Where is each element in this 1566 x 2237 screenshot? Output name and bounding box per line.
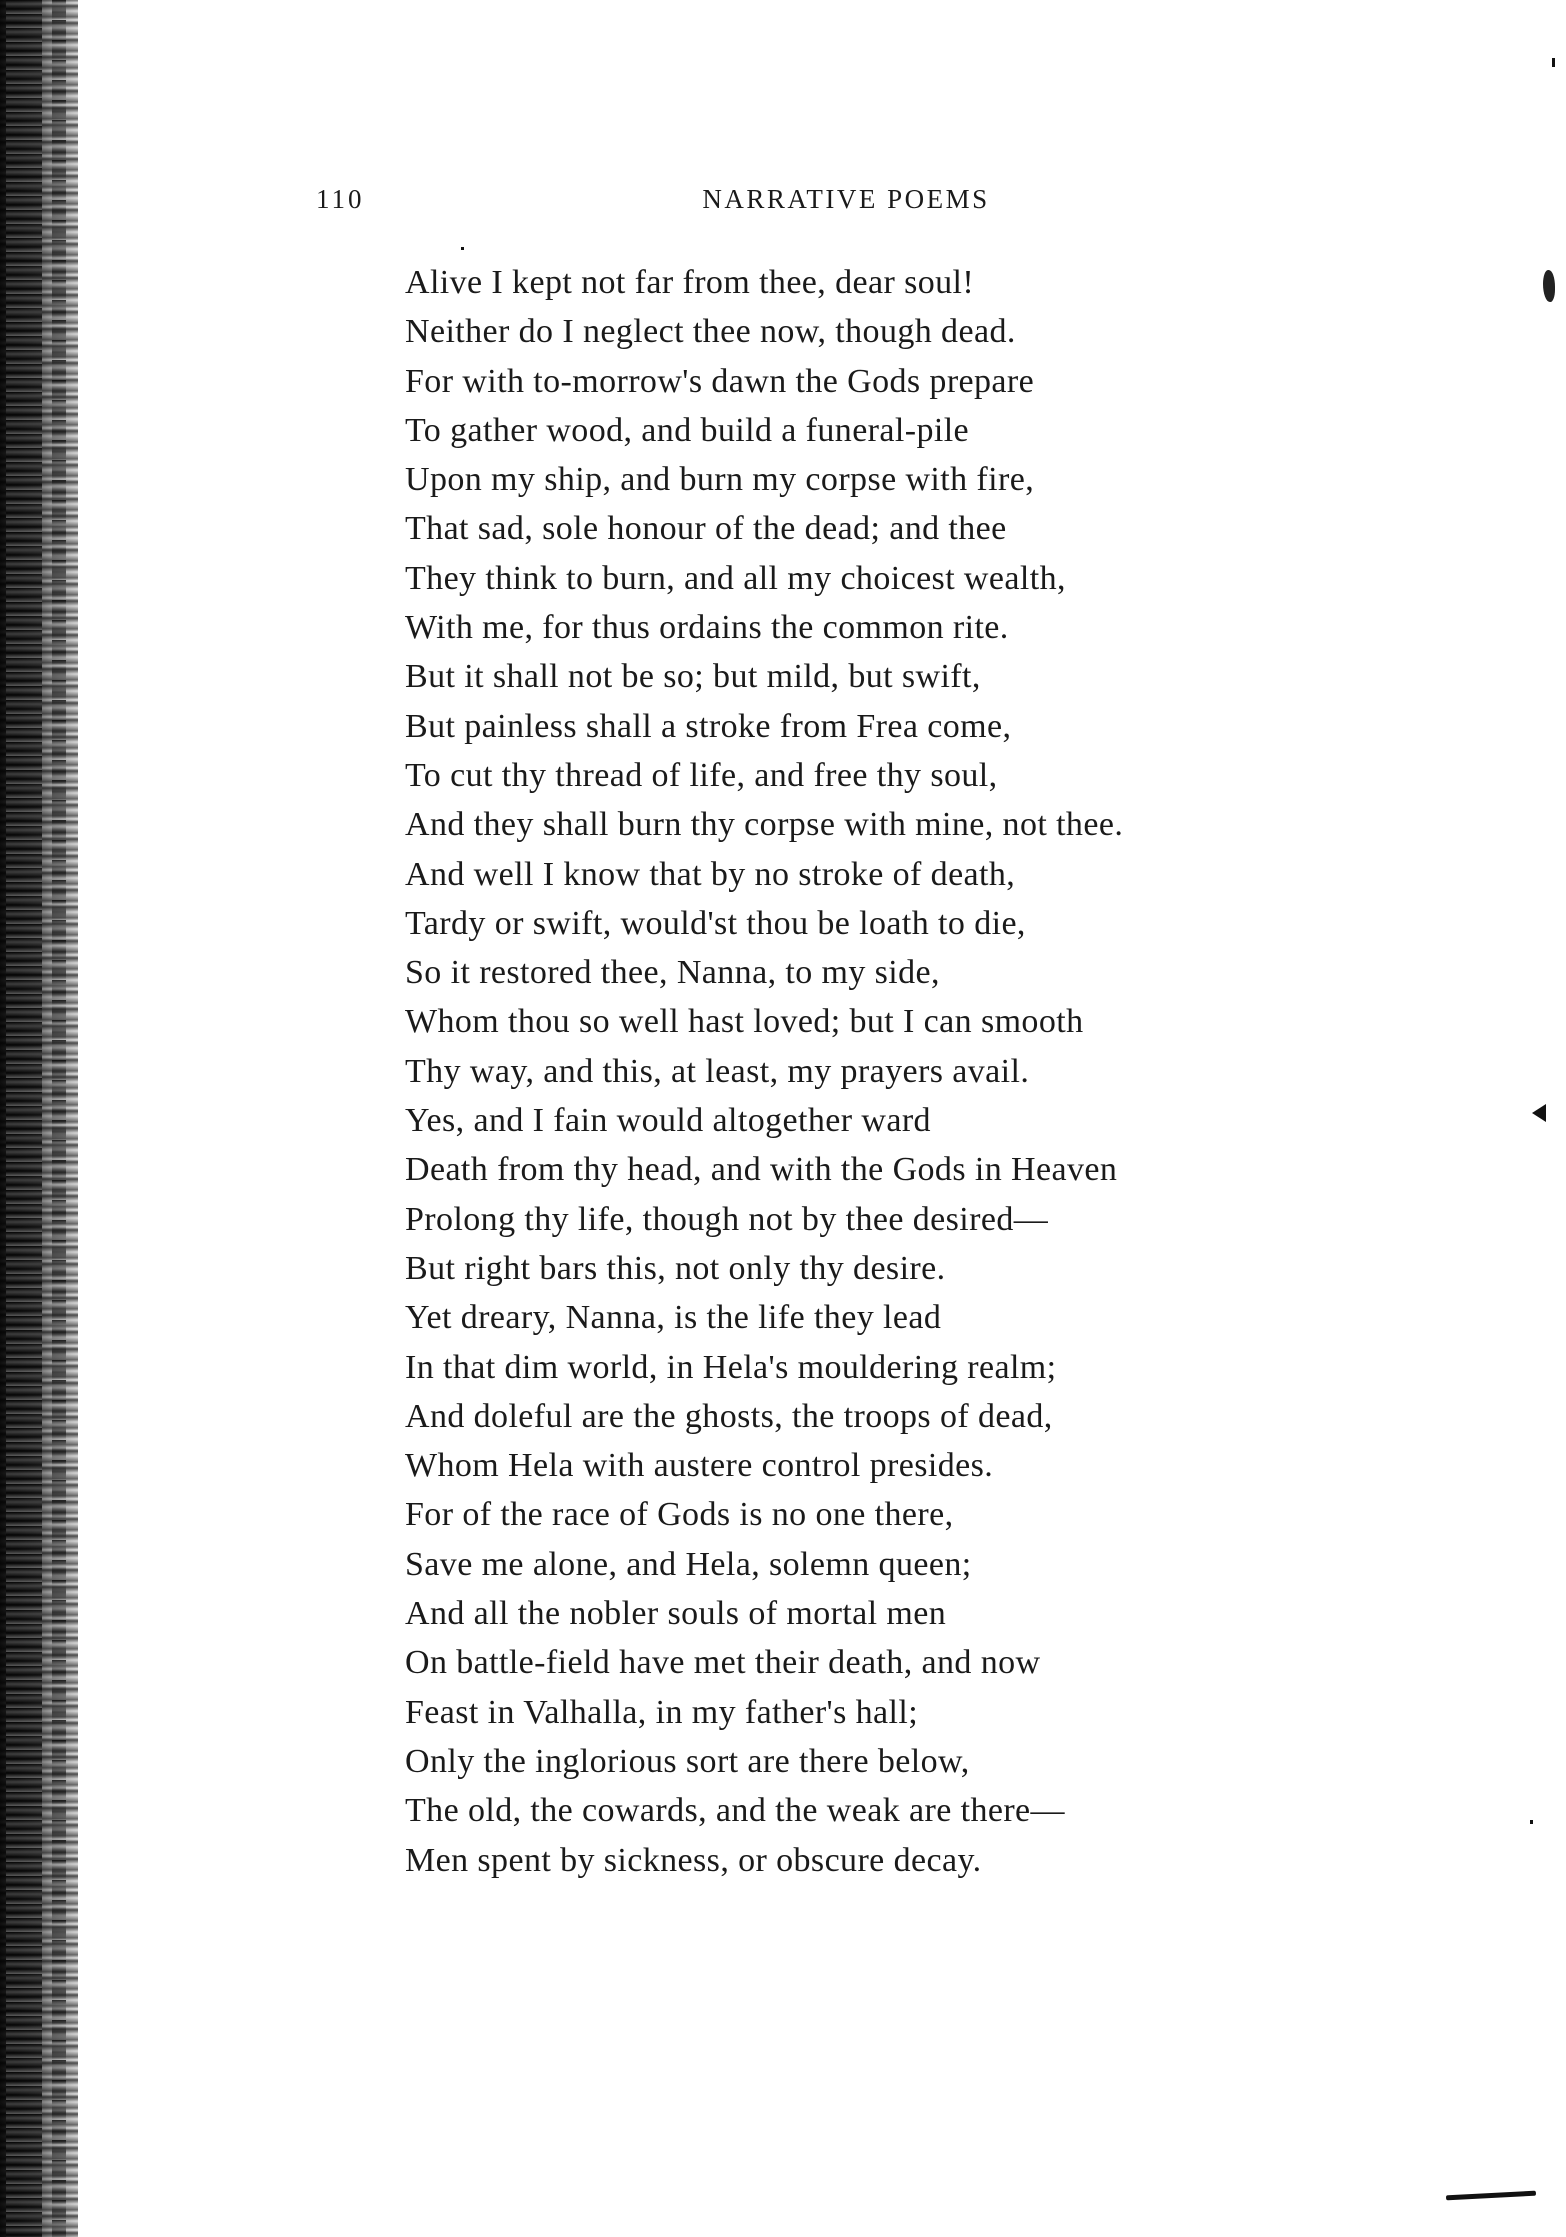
poem-text (405, 258, 1305, 1885)
poem-line: Alive I kept not far from thee, dear soul! (405, 264, 975, 301)
poem-line: Only the inglorious sort are there below, (405, 1742, 970, 1780)
poem-line: Feast in Valhalla, in my father's hall; (405, 1693, 919, 1731)
scan-stroke (1446, 2191, 1536, 2201)
scan-blot (1543, 270, 1555, 302)
scan-mark-arrow (1532, 1104, 1546, 1122)
poem-line: And all the nobler souls of mortal men (405, 1595, 947, 1633)
poem-line: Upon my ship, and burn my corpse with fire, (405, 461, 1035, 499)
running-head (316, 184, 1026, 224)
poem-line: To gather wood, and build a funeral-pile (405, 411, 970, 449)
poem-line: To cut thy thread of life, and free thy soul, (405, 756, 998, 794)
poem-line: For of the race of Gods is no one there, (405, 1496, 954, 1534)
scan-speck (1530, 1820, 1533, 1824)
poem-line: But right bars this, not only thy desire. (405, 1249, 946, 1287)
poem-line: On battle-field have met their death, and now (405, 1644, 1041, 1682)
page-number: 110 (316, 184, 365, 214)
poem-line: With me, for thus ordains the common rite. (405, 609, 1009, 647)
poem-line: Yes, and I fain would altogether ward (405, 1102, 931, 1140)
poem-line: Yet dreary, Nanna, is the life they lead (405, 1299, 942, 1337)
poem-line: They think to burn, and all my choicest wealth, (405, 559, 1066, 597)
poem-line: Prolong thy life, though not by thee desired— (405, 1200, 1049, 1238)
running-title: NARRATIVE POEMS (702, 184, 990, 214)
poem-line: That sad, sole honour of the dead; and thee (405, 510, 1007, 548)
poem-line: The old, the cowards, and the weak are there— (405, 1792, 1065, 1830)
poem-line: Tardy or swift, would'st thou be loath to die, (405, 904, 1026, 942)
poem-line: Whom thou so well hast loved; but I can smooth (405, 1003, 1084, 1041)
poem-line: Whom Hela with austere control presides. (405, 1447, 994, 1485)
poem-line: But painless shall a stroke from Frea come, (405, 707, 1012, 745)
poem-line: So it restored thee, Nanna, to my side, (405, 954, 940, 992)
poem-line: And well I know that by no stroke of death, (405, 855, 1016, 893)
poem-line: Thy way, and this, at least, my prayers avail. (405, 1052, 1030, 1090)
binding-fringe (52, 0, 66, 2237)
scan-speck (461, 247, 464, 250)
poem-line: But it shall not be so; but mild, but swift, (405, 658, 981, 696)
binding-shadow (6, 0, 42, 2237)
scan-speck (1552, 58, 1555, 67)
poem-line: And doleful are the ghosts, the troops of dead, (405, 1397, 1053, 1435)
poem-line: And they shall burn thy corpse with mine, not thee. (405, 806, 1124, 844)
book-binding-edge (0, 0, 78, 2237)
poem-line: Neither do I neglect thee now, though dead. (405, 313, 1016, 351)
poem-line: In that dim world, in Hela's mouldering realm; (405, 1348, 1057, 1386)
poem-line: For with to-morrow's dawn the Gods prepare (405, 362, 1035, 400)
poem-line: Death from thy head, and with the Gods in Heaven (405, 1151, 1118, 1189)
poem-line: Save me alone, and Hela, solemn queen; (405, 1545, 972, 1583)
poem-line: Men spent by sickness, or obscure decay. (405, 1841, 982, 1879)
